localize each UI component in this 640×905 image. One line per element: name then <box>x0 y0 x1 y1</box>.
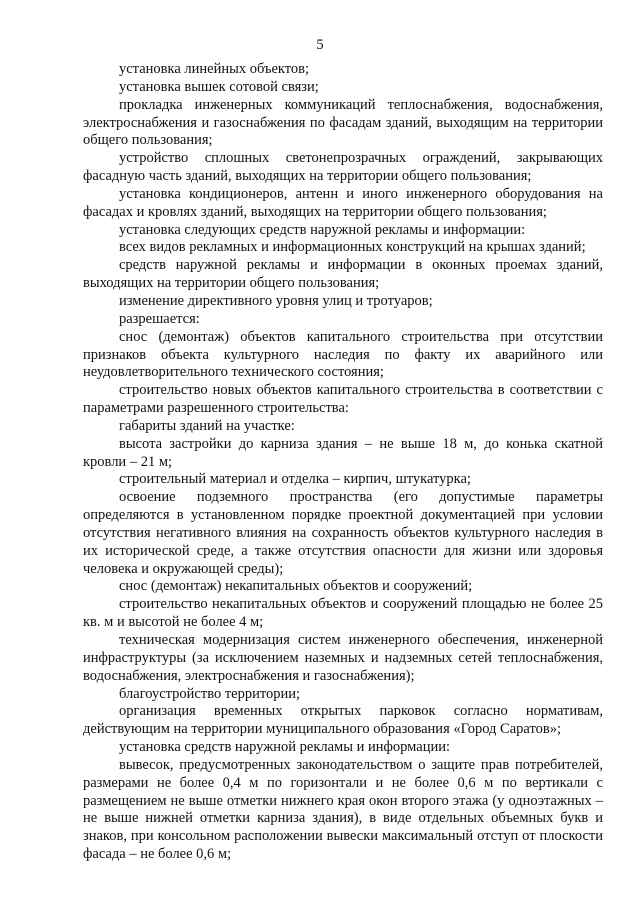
paragraph-temporary-parking: организация временных открытых парковок согласно нормативам, действующим на территории муниципального образования «Город Саратов»; <box>83 703 603 738</box>
paragraph-solid-fences: устройство сплошных светонепрозрачных ограждений, закрывающих фасадную часть зданий, выходящих на территории общего пользования; <box>83 150 603 185</box>
paragraph-engineering-modernization: техническая модернизация систем инженерного обеспечения, инженерной инфраструктуры (за исключением наземных и надземных сетей теплоснабжения, водоснабжения, электроснабжения и газоснабжения); <box>83 632 603 684</box>
page-number: 5 <box>316 37 324 53</box>
paragraph-cell-towers: установка вышек сотовой связи; <box>119 78 319 95</box>
paragraph-air-conditioners: установка кондиционеров, антенн и иного инженерного оборудования на фасадах и кровлях зданий, выходящих на территории общего пользования; <box>83 185 603 220</box>
paragraph-noncapital-construction: строительство некапитальных объектов и сооружений площадью не более 25 кв. м и высотой не более 4 м; <box>83 596 603 631</box>
paragraph-demolition-noncapital: снос (демонтаж) некапитальных объектов и сооружений; <box>119 578 473 595</box>
paragraph-demolition-capital: снос (демонтаж) объектов капитального строительства при отсутствии признаков объекта культурного наследия по факту их аварийного или неудовлетворительного технического состояния; <box>83 328 603 381</box>
paragraph-linear-objects: установка линейных объектов; <box>119 61 310 77</box>
paragraph-building-dimensions: габариты зданий на участке: <box>119 417 295 434</box>
paragraph-permitted-heading: разрешается: <box>119 310 200 327</box>
paragraph-street-level: изменение директивного уровня улиц и тротуаров; <box>119 292 433 309</box>
paragraph-signboards: вывесок, предусмотренных законодательством о защите прав потребителей, размерами не более 0,4 м по горизонтали и не более 0,6 м по вертикали с размещением не выше отметки нижнего края окон второго этажа (у одноэтажных – не выше нижней отметки карниза здания), в виде отдельных объемных букв и знаков, при консольном расположении вывески максимальный отступ от плоскости фасада – не более 0,6 м; <box>83 756 603 863</box>
paragraph-underground-space: освоение подземного пространства (его допустимые параметры определяются в установленном порядке проектной документацией при условии отсутствия негативного влияния на сохранность объектов культурного наследия в их исторической среде, а также отсутствия опасности для жизни или здоровья человека и окружающей среды); <box>83 489 603 577</box>
document-body <box>83 61 603 864</box>
paragraph-window-advertising: средств наружной рекламы и информации в оконных проемах зданий, выходящих на территории общего пользования; <box>83 257 603 292</box>
paragraph-permitted-advertising: установка средств наружной рекламы и информации: <box>119 739 451 756</box>
paragraph-advertising-heading: установка следующих средств наружной рекламы и информации: <box>119 221 526 238</box>
paragraph-new-construction: строительство новых объектов капитального строительства в соответствии с параметрами разрешенного строительства: <box>83 382 603 417</box>
paragraph-roof-advertising: всех видов рекламных и информационных конструкций на крышах зданий; <box>119 239 586 256</box>
paragraph-building-height: высота застройки до карниза здания – не выше 18 м, до конька скатной кровли – 21 м; <box>83 435 603 470</box>
paragraph-landscaping: благоустройство территории; <box>119 685 301 702</box>
paragraph-building-material: строительный материал и отделка – кирпич, штукатурка; <box>119 471 471 488</box>
paragraph-utility-lines: прокладка инженерных коммуникаций теплоснабжения, водоснабжения, электроснабжения и газоснабжения по фасадам зданий, выходящим на территории общего пользования; <box>83 96 603 149</box>
